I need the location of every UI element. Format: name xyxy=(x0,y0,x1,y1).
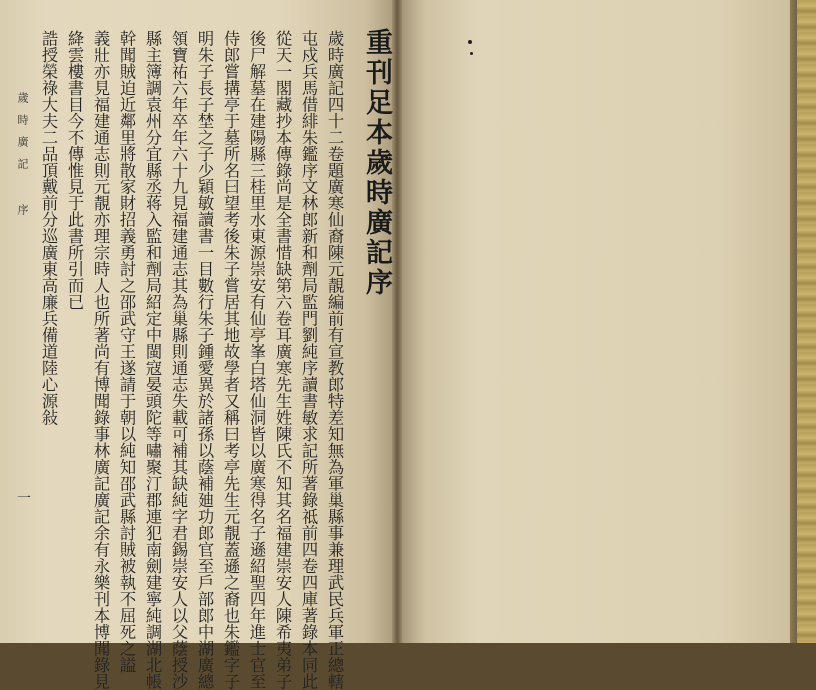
text-column: 屯戍兵馬借緋朱鑑序文林郎新和劑局監門劉純序讀書敏求記所著錄祗前四卷四庫著錄本同此 xyxy=(299,30,318,690)
text-column: 絳雲樓書目今不傳惟見于此書所引而已 xyxy=(65,30,84,311)
text-column: 從天一閣藏抄本傳錄尚是全書惜缺第六卷耳廣寒先生姓陳氏不知其名福建崇安人陳希夷弟子 xyxy=(273,30,292,690)
signature-line: 誥授榮祿大夫二品頂戴前分巡廣東高廉兵備道陸心源敍 xyxy=(39,30,58,426)
text-column: 縣主簿調袁州分宜縣丞蒋入監和劑局紹定中閩寇晏頭陀等嘯聚汀郡連犯南劍建寧純調湖北帳 xyxy=(143,30,162,690)
text-column: 幹聞賊迫近鄰里將散家財招義勇討之邵武守王遂請于朝以純知邵武縣討賊被執不屈死之謚 xyxy=(117,30,136,674)
ink-spot xyxy=(468,40,472,44)
text-column: 領寶祐六年卒年六十九見福建通志其為巢縣則通志失載可補其缺純字君錫崇安人以父蔭授沙 xyxy=(169,30,188,690)
text-column: 歲時廣記四十二卷題廣寒仙裔陳元靚編前有宣教郎特差知無為軍巢縣事兼理武民兵軍正總轄 xyxy=(325,30,344,690)
page-number: 一 xyxy=(17,491,31,507)
book-cover-edge xyxy=(797,0,816,643)
right-page xyxy=(397,0,797,643)
document-title: 重刊足本歲時廣記序 xyxy=(361,28,392,298)
margin-title: 歲時廣記 序 xyxy=(16,92,29,226)
text-column: 明朱子長子埜之子少穎敏讀書一目數行朱子鍾愛異於諸孫以蔭補廸功郎官至戶部郎中湖廣總 xyxy=(195,30,214,690)
ink-spot xyxy=(470,52,473,55)
text-column: 侍郎嘗搆亭于墓所名曰望考後朱子嘗居其地故學者又稱曰考亭先生元靚蓋遜之裔也朱鑑字子 xyxy=(221,30,240,690)
text-column: 後尸解墓在建陽縣三桂里水東源崇安有仙亭峯白塔仙洞皆以廣寒得名子遜紹聖四年進士官至 xyxy=(247,30,266,690)
text-column: 義壯亦見福建通志則元靚亦理宗時人也所著尚有博聞錄事林廣記廣記余有永樂刊本博聞錄見 xyxy=(91,30,110,690)
